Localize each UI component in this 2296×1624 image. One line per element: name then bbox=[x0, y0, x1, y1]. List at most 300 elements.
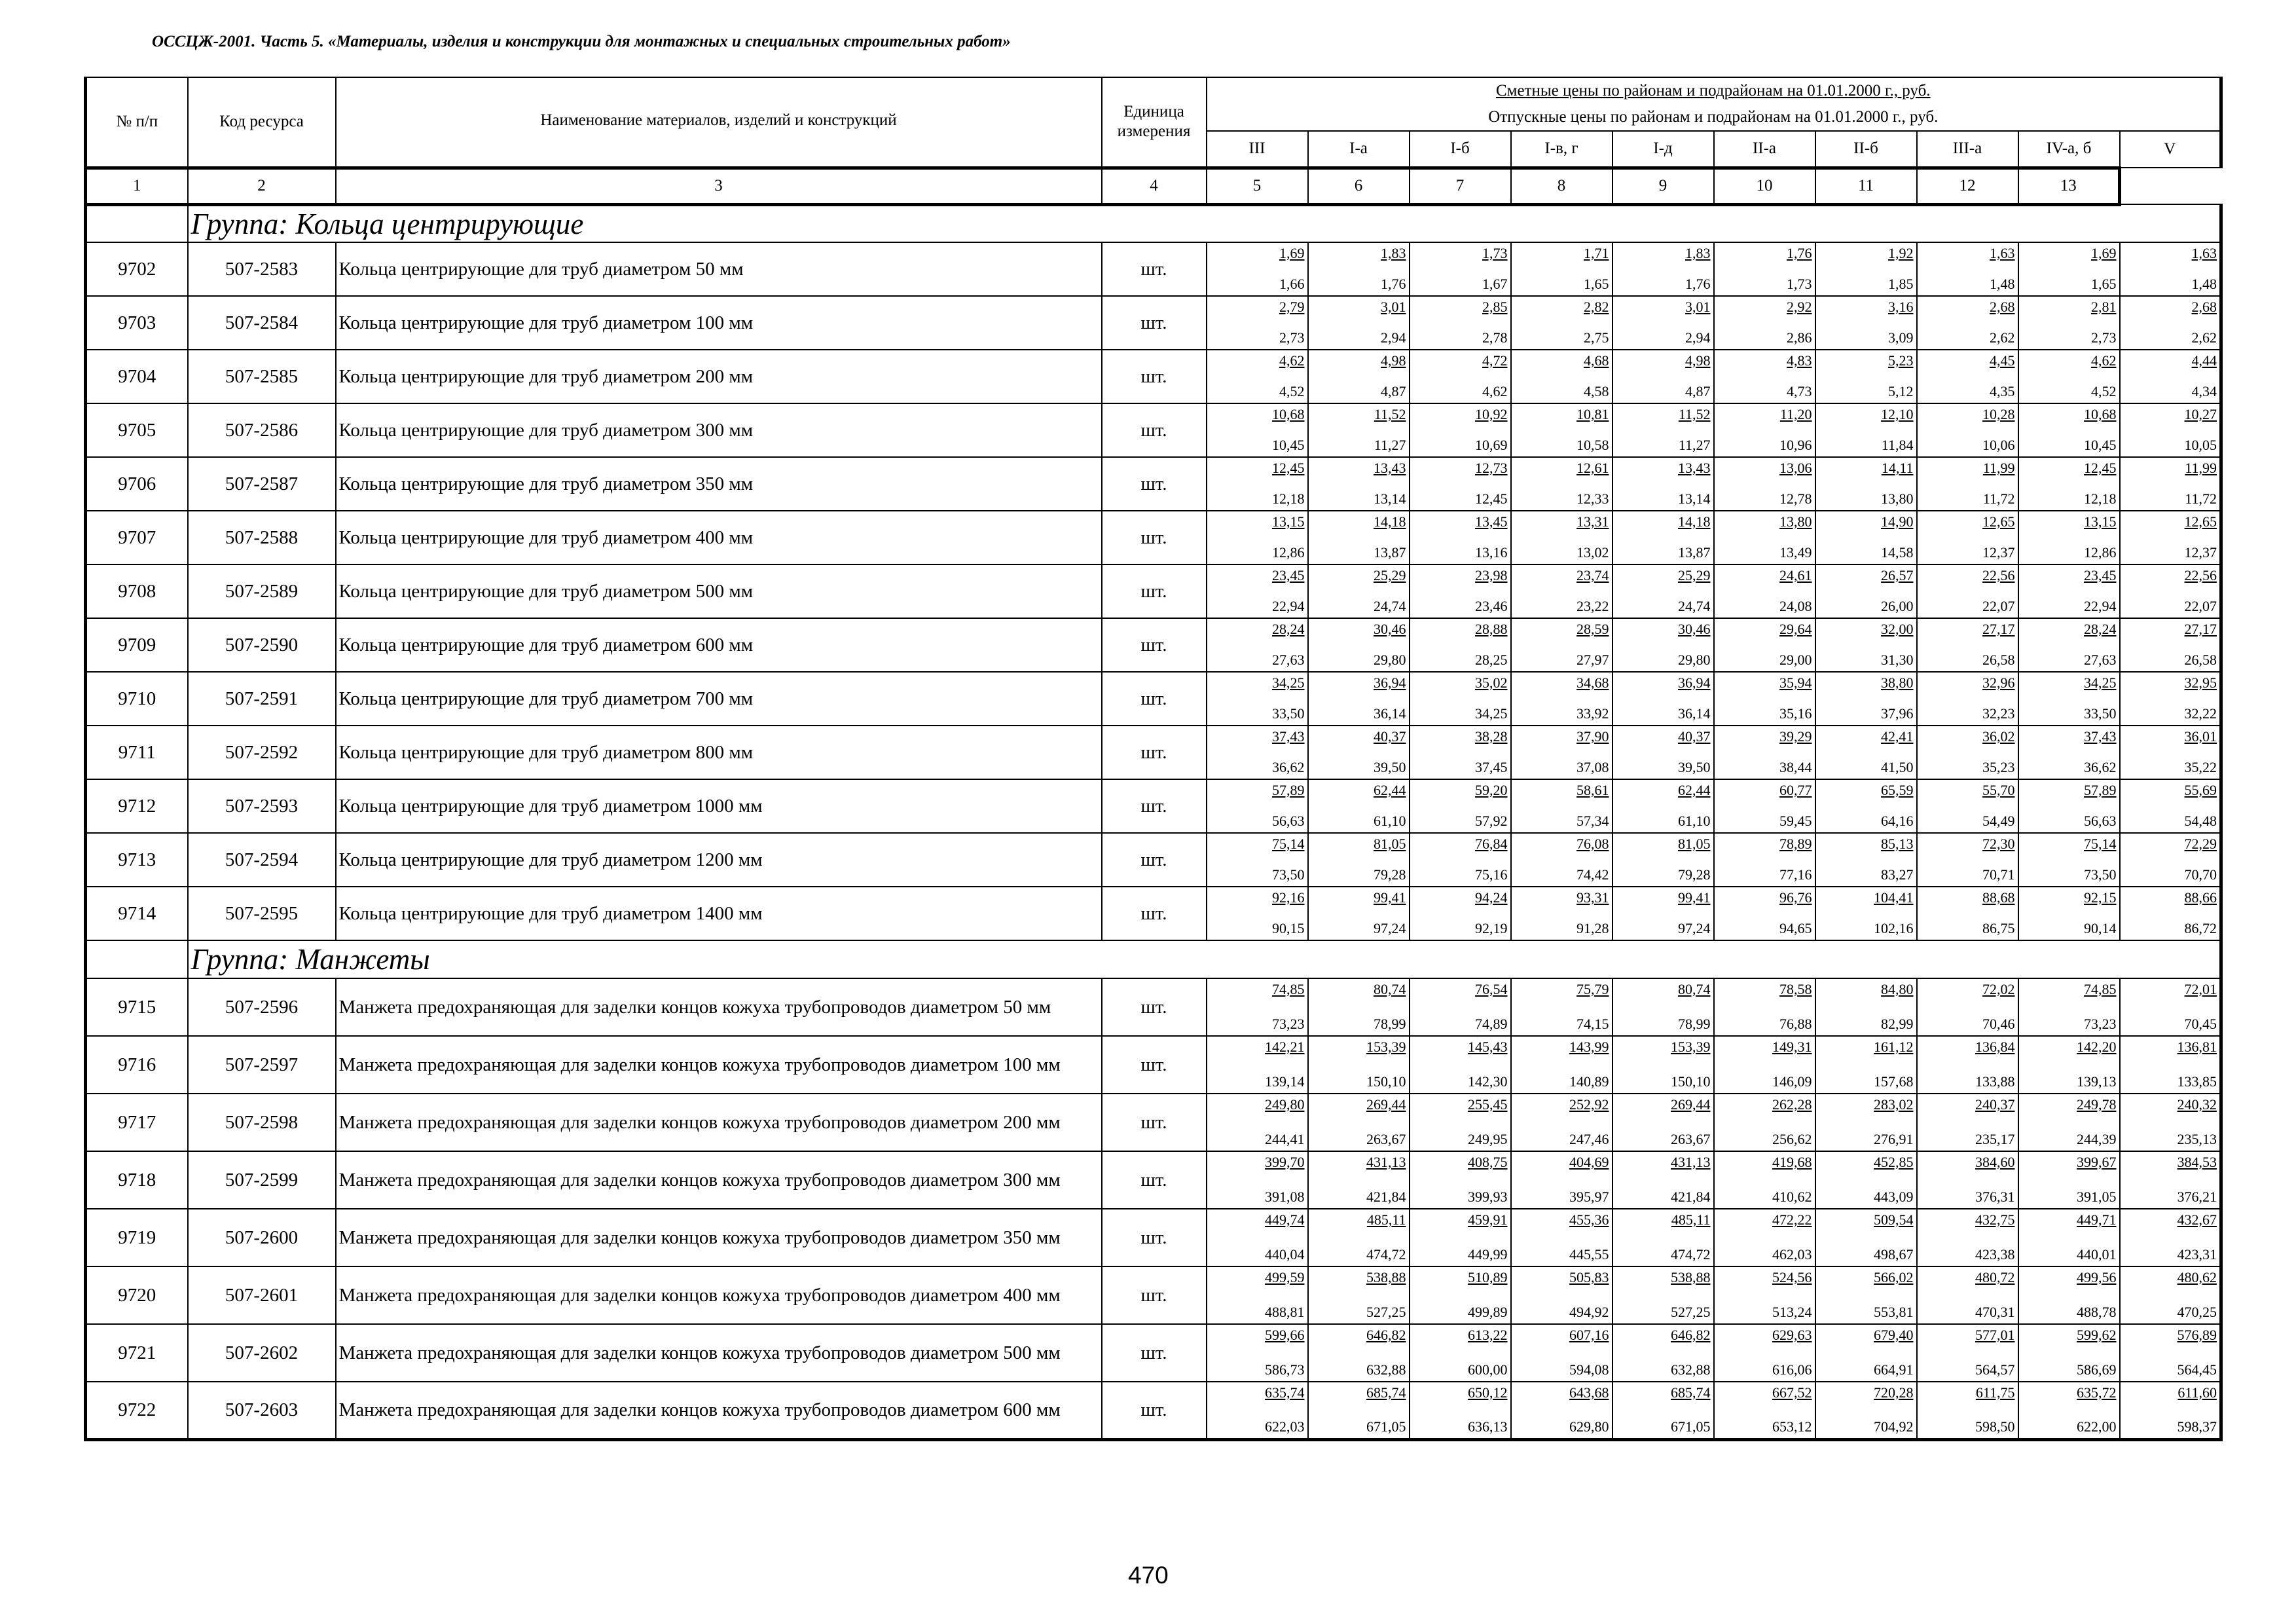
estimate-price: 1,63 bbox=[2191, 245, 2217, 261]
release-price: 4,52 bbox=[1279, 383, 1305, 399]
price-cell bbox=[2120, 833, 2221, 887]
row-number: 9714 bbox=[86, 887, 188, 940]
release-price: 2,73 bbox=[2091, 329, 2117, 346]
price-cell bbox=[1815, 403, 1917, 457]
estimate-price: 499,56 bbox=[2077, 1269, 2117, 1285]
release-price: 33,92 bbox=[1576, 705, 1609, 722]
release-price: 598,50 bbox=[1975, 1418, 2015, 1435]
table-row bbox=[86, 1266, 2221, 1324]
release-price: 13,02 bbox=[1576, 544, 1609, 561]
price-cell bbox=[1815, 779, 1917, 833]
release-price: 37,08 bbox=[1576, 759, 1609, 775]
release-price: 11,72 bbox=[2185, 490, 2217, 507]
price-cell bbox=[1308, 1209, 1410, 1266]
estimate-price: 269,44 bbox=[1366, 1096, 1406, 1113]
estimate-price: 685,74 bbox=[1671, 1384, 1711, 1401]
estimate-price: 25,29 bbox=[1678, 567, 1711, 583]
price-cell bbox=[1714, 1036, 1815, 1094]
unit: шт. bbox=[1102, 1036, 1207, 1094]
estimate-price: 76,54 bbox=[1475, 981, 1508, 997]
material-name: Манжета предохраняющая для заделки концов кожуха трубопроводов диаметром 100 мм bbox=[336, 1036, 1102, 1094]
estimate-price: 399,70 bbox=[1265, 1154, 1305, 1170]
price-cell bbox=[1410, 1036, 1511, 1094]
table-row bbox=[86, 618, 2221, 672]
estimate-price: 3,16 bbox=[1888, 299, 1914, 315]
release-price: 10,06 bbox=[1982, 437, 2015, 453]
price-cell bbox=[1207, 242, 1308, 296]
price-cell bbox=[1308, 511, 1410, 564]
resource-code: 507-2594 bbox=[188, 833, 336, 887]
release-price: 78,99 bbox=[1678, 1016, 1711, 1032]
price-cell bbox=[1613, 726, 1714, 779]
row-number: 9719 bbox=[86, 1209, 188, 1266]
release-price: 24,74 bbox=[1678, 598, 1711, 614]
price-cell bbox=[1714, 242, 1815, 296]
estimate-price: 646,82 bbox=[1671, 1327, 1711, 1343]
resource-code: 507-2585 bbox=[188, 350, 336, 403]
price-cell bbox=[1613, 1266, 1714, 1324]
estimate-price: 76,08 bbox=[1576, 836, 1609, 852]
release-price: 33,50 bbox=[2084, 705, 2117, 722]
column-number: 3 bbox=[336, 168, 1102, 204]
resource-code: 507-2599 bbox=[188, 1151, 336, 1209]
estimate-price: 2,85 bbox=[1482, 299, 1508, 315]
column-number: 2 bbox=[188, 168, 336, 204]
release-price: 59,45 bbox=[1779, 813, 1812, 829]
estimate-price: 599,62 bbox=[2077, 1327, 2117, 1343]
estimate-price: 577,01 bbox=[1975, 1327, 2015, 1343]
estimate-price: 269,44 bbox=[1671, 1096, 1711, 1113]
estimate-price: 685,74 bbox=[1366, 1384, 1406, 1401]
table-row bbox=[86, 296, 2221, 350]
release-price: 421,84 bbox=[1671, 1189, 1711, 1205]
price-cell bbox=[1714, 350, 1815, 403]
estimate-price: 92,16 bbox=[1272, 889, 1305, 906]
resource-code: 507-2598 bbox=[188, 1094, 336, 1151]
estimate-price: 480,72 bbox=[1975, 1269, 2015, 1285]
release-price: 653,12 bbox=[1772, 1418, 1812, 1435]
release-price: 12,18 bbox=[2084, 490, 2117, 507]
estimate-price: 161,12 bbox=[1874, 1039, 1914, 1055]
estimate-price: 1,92 bbox=[1888, 245, 1914, 261]
price-cell bbox=[2120, 564, 2221, 618]
header-release-prices: Отпускные цены по районам и подрайонам на 01.01.2000 г., руб. bbox=[1488, 108, 1939, 126]
price-cell bbox=[1207, 1094, 1308, 1151]
release-price: 244,41 bbox=[1265, 1131, 1305, 1147]
release-price: 102,16 bbox=[1874, 920, 1914, 936]
price-cell bbox=[1410, 618, 1511, 672]
estimate-price: 4,68 bbox=[1584, 352, 1609, 369]
price-cell bbox=[1511, 726, 1613, 779]
estimate-price: 472,22 bbox=[1772, 1211, 1812, 1228]
release-price: 421,84 bbox=[1366, 1189, 1406, 1205]
price-cell bbox=[1207, 1382, 1308, 1439]
release-price: 97,24 bbox=[1374, 920, 1406, 936]
release-price: 470,25 bbox=[2177, 1304, 2217, 1320]
price-cell bbox=[1511, 1151, 1613, 1209]
estimate-price: 22,56 bbox=[2184, 567, 2217, 583]
release-price: 27,63 bbox=[2084, 652, 2117, 668]
release-price: 26,58 bbox=[2184, 652, 2217, 668]
price-cell bbox=[1207, 618, 1308, 672]
resource-code: 507-2593 bbox=[188, 779, 336, 833]
release-price: 33,50 bbox=[1272, 705, 1305, 722]
price-cell bbox=[1410, 1094, 1511, 1151]
price-table bbox=[84, 77, 2223, 1441]
material-name: Манжета предохраняющая для заделки концов кожуха трубопроводов диаметром 200 мм bbox=[336, 1094, 1102, 1151]
estimate-price: 432,75 bbox=[1975, 1211, 2015, 1228]
estimate-price: 57,89 bbox=[1272, 782, 1305, 798]
release-price: 73,23 bbox=[2084, 1016, 2117, 1032]
release-price: 91,28 bbox=[1576, 920, 1609, 936]
price-cell bbox=[1308, 978, 1410, 1036]
price-cell bbox=[1613, 1036, 1714, 1094]
resource-code: 507-2603 bbox=[188, 1382, 336, 1439]
estimate-price: 11,20 bbox=[1779, 406, 1812, 422]
price-cell bbox=[1511, 1094, 1613, 1151]
estimate-price: 37,90 bbox=[1576, 728, 1609, 745]
release-price: 263,67 bbox=[1671, 1131, 1711, 1147]
release-price: 11,72 bbox=[1982, 490, 2015, 507]
release-price: 35,23 bbox=[1982, 759, 2015, 775]
price-cell bbox=[1815, 511, 1917, 564]
row-number: 9721 bbox=[86, 1324, 188, 1382]
release-price: 2,78 bbox=[1482, 329, 1508, 346]
estimate-price: 36,01 bbox=[2184, 728, 2217, 745]
header-region: III bbox=[1207, 131, 1308, 168]
release-price: 90,15 bbox=[1272, 920, 1305, 936]
header-code: Код ресурса bbox=[188, 77, 336, 168]
price-cell bbox=[1511, 296, 1613, 350]
price-cell bbox=[1613, 457, 1714, 511]
release-price: 2,86 bbox=[1787, 329, 1812, 346]
table-row bbox=[86, 350, 2221, 403]
release-price: 4,87 bbox=[1685, 383, 1711, 399]
material-name: Манжета предохраняющая для заделки концов кожуха трубопроводов диаметром 400 мм bbox=[336, 1266, 1102, 1324]
estimate-price: 99,41 bbox=[1678, 889, 1711, 906]
price-cell bbox=[2018, 242, 2120, 296]
estimate-price: 399,67 bbox=[2077, 1154, 2117, 1170]
estimate-price: 88,68 bbox=[1982, 889, 2015, 906]
release-price: 86,72 bbox=[2184, 920, 2217, 936]
price-cell bbox=[1714, 978, 1815, 1036]
release-price: 470,31 bbox=[1975, 1304, 2015, 1320]
price-cell bbox=[1308, 726, 1410, 779]
price-cell bbox=[1815, 350, 1917, 403]
table-row bbox=[86, 1382, 2221, 1439]
estimate-price: 12,61 bbox=[1576, 460, 1609, 476]
price-cell bbox=[1308, 1266, 1410, 1324]
release-price: 12,18 bbox=[1272, 490, 1305, 507]
estimate-price: 81,05 bbox=[1374, 836, 1406, 852]
price-cell bbox=[1917, 511, 2018, 564]
price-cell bbox=[1308, 672, 1410, 726]
release-price: 70,45 bbox=[2184, 1016, 2217, 1032]
estimate-price: 25,29 bbox=[1374, 567, 1406, 583]
price-cell bbox=[1714, 564, 1815, 618]
release-price: 32,22 bbox=[2184, 705, 2217, 722]
release-price: 56,63 bbox=[2084, 813, 2117, 829]
release-price: 11,27 bbox=[1374, 437, 1406, 453]
price-cell bbox=[1410, 726, 1511, 779]
unit: шт. bbox=[1102, 1209, 1207, 1266]
estimate-price: 455,36 bbox=[1569, 1211, 1609, 1228]
resource-code: 507-2597 bbox=[188, 1036, 336, 1094]
estimate-price: 29,64 bbox=[1779, 621, 1812, 637]
estimate-price: 5,23 bbox=[1888, 352, 1914, 369]
estimate-price: 24,61 bbox=[1779, 567, 1812, 583]
release-price: 13,80 bbox=[1881, 490, 1914, 507]
release-price: 38,44 bbox=[1779, 759, 1812, 775]
estimate-price: 23,45 bbox=[2084, 567, 2117, 583]
release-price: 139,14 bbox=[1265, 1073, 1305, 1090]
estimate-price: 35,94 bbox=[1779, 674, 1812, 691]
estimate-price: 1,69 bbox=[1279, 245, 1305, 261]
price-cell bbox=[1917, 1266, 2018, 1324]
price-cell bbox=[1308, 564, 1410, 618]
release-price: 235,17 bbox=[1975, 1131, 2015, 1147]
resource-code: 507-2588 bbox=[188, 511, 336, 564]
row-number: 9718 bbox=[86, 1151, 188, 1209]
material-name: Кольца центрирующие для труб диаметром 400 мм bbox=[336, 511, 1102, 564]
resource-code: 507-2596 bbox=[188, 978, 336, 1036]
price-cell bbox=[1207, 403, 1308, 457]
price-cell bbox=[1511, 242, 1613, 296]
estimate-price: 431,13 bbox=[1366, 1154, 1406, 1170]
price-cell bbox=[1207, 779, 1308, 833]
estimate-price: 78,58 bbox=[1779, 981, 1812, 997]
release-price: 31,30 bbox=[1881, 652, 1914, 668]
material-name: Кольца центрирующие для труб диаметром 100 мм bbox=[336, 296, 1102, 350]
price-cell bbox=[2018, 350, 2120, 403]
unit: шт. bbox=[1102, 672, 1207, 726]
estimate-price: 13,43 bbox=[1678, 460, 1711, 476]
unit: шт. bbox=[1102, 978, 1207, 1036]
release-price: 622,03 bbox=[1265, 1418, 1305, 1435]
estimate-price: 524,56 bbox=[1772, 1269, 1812, 1285]
estimate-price: 2,81 bbox=[2091, 299, 2117, 315]
estimate-price: 13,45 bbox=[1475, 513, 1508, 530]
group-row bbox=[86, 940, 2221, 978]
release-price: 10,69 bbox=[1475, 437, 1508, 453]
material-name: Кольца центрирующие для труб диаметром 600 мм bbox=[336, 618, 1102, 672]
price-cell bbox=[1714, 1324, 1815, 1382]
price-cell bbox=[1917, 296, 2018, 350]
estimate-price: 4,62 bbox=[1279, 352, 1305, 369]
estimate-price: 30,46 bbox=[1374, 621, 1406, 637]
group-row bbox=[86, 204, 2221, 242]
estimate-price: 4,62 bbox=[2091, 352, 2117, 369]
estimate-price: 2,79 bbox=[1279, 299, 1305, 315]
price-cell bbox=[1815, 1094, 1917, 1151]
estimate-price: 505,83 bbox=[1569, 1269, 1609, 1285]
resource-code: 507-2592 bbox=[188, 726, 336, 779]
price-cell bbox=[1613, 672, 1714, 726]
unit: шт. bbox=[1102, 296, 1207, 350]
estimate-price: 36,02 bbox=[1982, 728, 2015, 745]
release-price: 399,93 bbox=[1468, 1189, 1508, 1205]
price-cell bbox=[1714, 887, 1815, 940]
group-row-spacer bbox=[86, 940, 188, 978]
row-number: 9710 bbox=[86, 672, 188, 726]
release-price: 37,96 bbox=[1881, 705, 1914, 722]
group-row-spacer bbox=[86, 204, 188, 242]
price-cell bbox=[2120, 887, 2221, 940]
price-cell bbox=[1815, 564, 1917, 618]
release-price: 27,63 bbox=[1272, 652, 1305, 668]
release-price: 54,49 bbox=[1982, 813, 2015, 829]
table-row bbox=[86, 1151, 2221, 1209]
material-name: Кольца центрирующие для труб диаметром 50 мм bbox=[336, 242, 1102, 296]
estimate-price: 14,18 bbox=[1678, 513, 1711, 530]
estimate-price: 28,24 bbox=[2084, 621, 2117, 637]
estimate-price: 431,13 bbox=[1671, 1154, 1711, 1170]
release-price: 13,16 bbox=[1475, 544, 1508, 561]
release-price: 636,13 bbox=[1468, 1418, 1508, 1435]
table-row bbox=[86, 726, 2221, 779]
estimate-price: 60,77 bbox=[1779, 782, 1812, 798]
release-price: 82,99 bbox=[1881, 1016, 1914, 1032]
release-price: 564,45 bbox=[2177, 1361, 2217, 1378]
release-price: 39,50 bbox=[1678, 759, 1711, 775]
estimate-price: 39,29 bbox=[1779, 728, 1812, 745]
price-cell bbox=[1613, 511, 1714, 564]
resource-code: 507-2583 bbox=[188, 242, 336, 296]
release-price: 73,50 bbox=[1272, 866, 1305, 883]
price-cell bbox=[2120, 511, 2221, 564]
price-cell bbox=[1207, 350, 1308, 403]
resource-code: 507-2602 bbox=[188, 1324, 336, 1382]
price-cell bbox=[2120, 618, 2221, 672]
release-price: 4,34 bbox=[2191, 383, 2217, 399]
release-price: 410,62 bbox=[1772, 1189, 1812, 1205]
header-region: II-а bbox=[1714, 131, 1815, 168]
release-price: 78,99 bbox=[1374, 1016, 1406, 1032]
release-price: 376,21 bbox=[2177, 1189, 2217, 1205]
price-cell bbox=[1511, 511, 1613, 564]
release-price: 57,34 bbox=[1576, 813, 1609, 829]
unit: шт. bbox=[1102, 887, 1207, 940]
column-number: 5 bbox=[1207, 168, 1308, 204]
release-price: 244,39 bbox=[2077, 1131, 2117, 1147]
material-name: Манжета предохраняющая для заделки концов кожуха трубопроводов диаметром 300 мм bbox=[336, 1151, 1102, 1209]
estimate-price: 42,41 bbox=[1881, 728, 1914, 745]
estimate-price: 4,72 bbox=[1482, 352, 1508, 369]
estimate-price: 12,65 bbox=[1982, 513, 2015, 530]
estimate-price: 75,79 bbox=[1576, 981, 1609, 997]
price-cell bbox=[1207, 726, 1308, 779]
estimate-price: 55,69 bbox=[2184, 782, 2217, 798]
estimate-price: 635,72 bbox=[2077, 1384, 2117, 1401]
row-number: 9715 bbox=[86, 978, 188, 1036]
price-cell bbox=[1714, 618, 1815, 672]
release-price: 140,89 bbox=[1569, 1073, 1609, 1090]
estimate-price: 404,69 bbox=[1569, 1154, 1609, 1170]
estimate-price: 1,83 bbox=[1381, 245, 1406, 261]
estimate-price: 538,88 bbox=[1366, 1269, 1406, 1285]
estimate-price: 94,24 bbox=[1475, 889, 1508, 906]
release-price: 36,14 bbox=[1374, 705, 1406, 722]
price-cell bbox=[1308, 618, 1410, 672]
estimate-price: 13,31 bbox=[1576, 513, 1609, 530]
price-cell bbox=[2120, 242, 2221, 296]
price-cell bbox=[2120, 1324, 2221, 1382]
release-price: 440,04 bbox=[1265, 1246, 1305, 1263]
estimate-price: 13,15 bbox=[1272, 513, 1305, 530]
release-price: 553,81 bbox=[1874, 1304, 1914, 1320]
release-price: 39,50 bbox=[1374, 759, 1406, 775]
price-cell bbox=[1308, 457, 1410, 511]
release-price: 4,52 bbox=[2091, 383, 2117, 399]
estimate-price: 22,56 bbox=[1982, 567, 2015, 583]
price-cell bbox=[1917, 978, 2018, 1036]
release-price: 12,78 bbox=[1779, 490, 1812, 507]
release-price: 247,46 bbox=[1569, 1131, 1609, 1147]
estimate-price: 643,68 bbox=[1569, 1384, 1609, 1401]
release-price: 14,58 bbox=[1881, 544, 1914, 561]
table-row bbox=[86, 1036, 2221, 1094]
price-cell bbox=[1410, 1209, 1511, 1266]
release-price: 13,14 bbox=[1678, 490, 1711, 507]
price-cell bbox=[2018, 672, 2120, 726]
price-cell bbox=[2120, 1209, 2221, 1266]
table-row bbox=[86, 672, 2221, 726]
price-cell bbox=[2120, 1094, 2221, 1151]
price-cell bbox=[1511, 833, 1613, 887]
release-price: 391,05 bbox=[2077, 1189, 2117, 1205]
estimate-price: 14,90 bbox=[1881, 513, 1914, 530]
price-cell bbox=[1410, 564, 1511, 618]
release-price: 54,48 bbox=[2184, 813, 2217, 829]
release-price: 61,10 bbox=[1374, 813, 1406, 829]
price-cell bbox=[1511, 457, 1613, 511]
estimate-price: 92,15 bbox=[2084, 889, 2117, 906]
row-number: 9720 bbox=[86, 1266, 188, 1324]
estimate-price: 62,44 bbox=[1374, 782, 1406, 798]
estimate-price: 629,63 bbox=[1772, 1327, 1812, 1343]
price-cell bbox=[2120, 978, 2221, 1036]
price-cell bbox=[1613, 618, 1714, 672]
release-price: 61,10 bbox=[1678, 813, 1711, 829]
table-row bbox=[86, 242, 2221, 296]
price-cell bbox=[1917, 457, 2018, 511]
estimate-price: 14,18 bbox=[1374, 513, 1406, 530]
column-number: 4 bbox=[1102, 168, 1207, 204]
estimate-price: 485,11 bbox=[1366, 1211, 1406, 1228]
estimate-price: 635,74 bbox=[1265, 1384, 1305, 1401]
release-price: 70,70 bbox=[2184, 866, 2217, 883]
price-cell bbox=[1410, 1382, 1511, 1439]
price-cell bbox=[1308, 1324, 1410, 1382]
estimate-price: 85,13 bbox=[1881, 836, 1914, 852]
unit: шт. bbox=[1102, 1324, 1207, 1382]
header-region: III-а bbox=[1917, 131, 2018, 168]
material-name: Кольца центрирующие для труб диаметром 300 мм bbox=[336, 403, 1102, 457]
release-price: 671,05 bbox=[1366, 1418, 1406, 1435]
resource-code: 507-2601 bbox=[188, 1266, 336, 1324]
estimate-price: 1,71 bbox=[1584, 245, 1609, 261]
estimate-price: 255,45 bbox=[1468, 1096, 1508, 1113]
estimate-price: 452,85 bbox=[1874, 1154, 1914, 1170]
estimate-price: 10,27 bbox=[2184, 406, 2217, 422]
price-cell bbox=[1714, 1094, 1815, 1151]
price-cell bbox=[1410, 779, 1511, 833]
release-price: 12,45 bbox=[1475, 490, 1508, 507]
price-cell bbox=[1511, 1036, 1613, 1094]
header-region: V bbox=[2120, 131, 2221, 168]
estimate-price: 485,11 bbox=[1671, 1211, 1711, 1228]
price-cell bbox=[1917, 350, 2018, 403]
